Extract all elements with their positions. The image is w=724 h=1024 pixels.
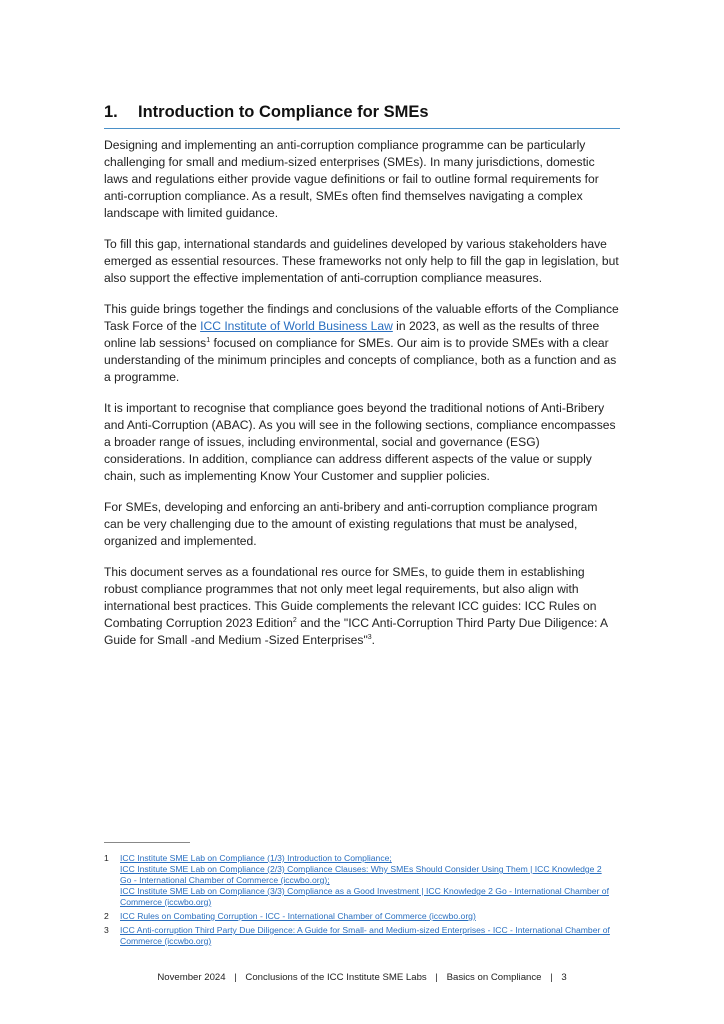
section-title: Introduction to Compliance for SMEs: [138, 103, 429, 121]
footer-date: November 2024: [157, 972, 226, 983]
footnotes: [104, 853, 614, 950]
paragraph-3-text-c: focused on compliance for SMEs. Our aim is to provide SMEs with a clear understanding of the minimum principles and concepts of compliance, both as a function and as a programme.: [104, 336, 617, 384]
paragraph-3-text-a: This guide brings together the findings and conclusions of the valuable efforts of the Compliance Task Force of the: [104, 302, 619, 333]
footnote-2-link[interactable]: ICC Rules on Combating Corruption - ICC - International Chamber of Commerce (iccwbo.org): [120, 911, 476, 921]
footnote-3: [104, 925, 614, 947]
footnote-1: [104, 853, 614, 908]
page-number: 3: [561, 972, 567, 983]
footnote-1-link-a[interactable]: ICC Institute SME Lab on Compliance (1/3) Introduction to Compliance;: [120, 853, 392, 863]
footnote-number: 3: [104, 925, 109, 935]
section-number: 1.: [104, 103, 118, 121]
footer-separator: |: [234, 972, 237, 983]
footer-subtitle: Basics on Compliance: [446, 972, 542, 983]
paragraph-3-text-b: in 2023, as well as the results of three online lab sessions: [104, 319, 600, 350]
footnote-1-link-b[interactable]: ICC Institute SME Lab on Compliance (2/3) Compliance Clauses: Why SMEs Should Consider Using Them | ICC Knowledge 2 Go - International Chamber of Commerce (iccwbo.org);: [120, 864, 602, 885]
paragraph-3: [104, 301, 620, 386]
page-footer: [0, 972, 724, 983]
paragraph-6: [104, 564, 620, 649]
icc-institute-link[interactable]: ICC Institute of World Business Law: [200, 319, 393, 333]
footnote-number: 2: [104, 911, 109, 921]
footer-title: Conclusions of the ICC Institute SME Labs: [245, 972, 427, 983]
footnote-ref-2[interactable]: 2: [292, 616, 297, 624]
section-heading: [104, 103, 620, 129]
footnote-1-link-c[interactable]: ICC Institute SME Lab on Compliance (3/3) Compliance as a Good Investment | ICC Knowledge 2 Go - International Chamber of Commerce (iccwbo.org): [120, 886, 609, 907]
footnote-divider: [104, 842, 190, 843]
paragraph-6-text-b: and the "ICC Anti-Corruption Third Party Due Diligence: A Guide for Small -and Medium -Sized Enterprises": [104, 616, 608, 647]
footnote-number: 1: [104, 853, 109, 863]
footnote-ref-1[interactable]: 1: [206, 336, 211, 344]
paragraph-6-text-a: This document serves as a foundational res ource for SMEs, to guide them in establishing robust compliance programmes that not only meet legal requirements, but also align with international best practices. This Guide complements the relevant ICC guides: ICC Rules on Combating Corruption 2023 Edition: [104, 565, 597, 630]
paragraph-1: Designing and implementing an anti-corruption compliance programme can be particularly challenging for small and medium-sized enterprises (SMEs). In many jurisdictions, domestic laws and regulations either provide vague definitions or fail to outline formal requirements for anti-corruption compliance. As a result, SMEs often find themselves navigating a complex landscape with limited guidance.: [104, 138, 599, 220]
paragraph-6-text-c: .: [371, 633, 376, 647]
paragraph-2: To fill this gap, international standards and guidelines developed by various stakeholders have emerged as essential resources. These frameworks not only help to fill the gap in legislation, but also support the effective implementation of anti-corruption compliance measures.: [104, 237, 619, 285]
footnote-2: [104, 911, 614, 922]
footer-separator: |: [550, 972, 553, 983]
footnote-3-link[interactable]: ICC Anti-corruption Third Party Due Diligence: A Guide for Small- and Medium-sized Enterprises - ICC - International Chamber of Commerce (iccwbo.org): [120, 925, 610, 946]
footnote-ref-3[interactable]: 3: [367, 633, 372, 641]
paragraph-4: It is important to recognise that compliance goes beyond the traditional notions of Anti-Bribery and Anti-Corruption (ABAC). As you will see in the following sections, compliance encompasses a broader range of issues, including environmental, social and governance (ESG) considerations. In addition, compliance can address different aspects of the value or supply chain, such as implementing Know Your Customer and supplier policies.: [104, 401, 616, 483]
paragraph-5: For SMEs, developing and enforcing an anti-bribery and anti-corruption compliance program can be very challenging due to the amount of existing regulations that must be analysed, organized and implemented.: [104, 500, 598, 548]
body-text: [104, 137, 620, 663]
footer-separator: |: [435, 972, 438, 983]
